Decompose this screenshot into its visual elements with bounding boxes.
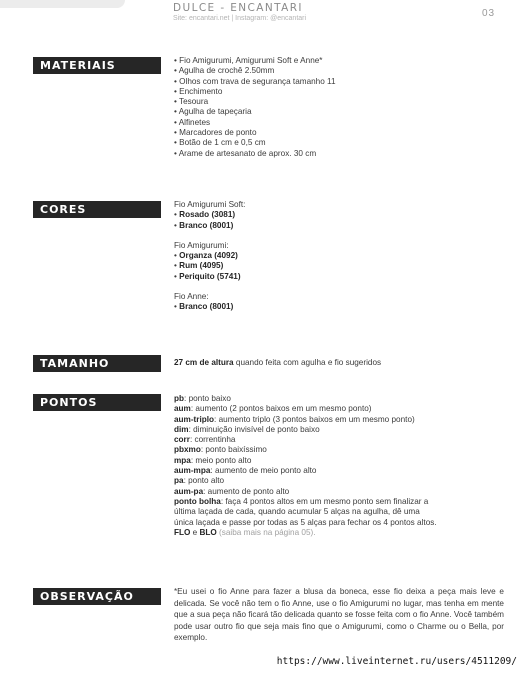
stitch-abbr: BLO [199,527,217,537]
stitch-item [174,435,437,445]
stitch-desc: : aumento de ponto alto [203,486,290,496]
stitch-abbr: mpa [174,455,191,465]
stitch-abbr: pbxmo [174,445,201,455]
stitch-abbr: aum-triplo [174,414,215,424]
bullet: • [174,220,180,230]
stitch-desc: : correntinha [189,435,236,445]
list-item [174,251,245,261]
stitch-desc: : diminuição invisível de ponto baixo [188,424,320,434]
list-item: • Agulha de tapeçaria [174,107,252,117]
color-name: Periquito (5741) [179,271,241,281]
stitch-abbr: aum-mpa [174,466,211,476]
list-item: • Tesoura [174,97,209,107]
section-title-cores: CORES [33,201,161,218]
bullet: • [174,261,180,271]
stitch-desc: : ponto baixíssimo [200,445,267,455]
stitch-abbr: pa [174,476,184,486]
stitch-abbr: pb [174,394,185,403]
list-item [174,302,245,312]
color-name: Rosado (3081) [179,210,236,220]
list-item: • Agulha de crochê 2.50mm [174,66,275,76]
stitch-abbr: FLO [174,527,191,537]
list-item: • Fio Amigurumi, Amigurumi Soft e Anne* [174,56,323,65]
size-value: 27 cm de altura [174,358,234,367]
stitch-desc-continued: última laçada de cada, quando acumular 5 alças na agulha, dê uma [174,507,420,517]
stitch-abbr: aum [174,404,191,414]
stitch-desc: : ponto alto [183,476,225,486]
materiais-list [174,56,336,159]
section-title-tamanho: TAMANHO [33,355,161,372]
color-name: Rum (4095) [179,261,224,271]
header-title: DULCE - ENCANTARI [173,2,303,14]
bullet: • [174,271,180,281]
stitch-desc: : faça 4 pontos altos em um mesmo ponto sem finalizar a [220,496,429,506]
list-item [174,272,245,282]
stitch-desc: : aumento de meio ponto alto [210,466,317,476]
flo-blo-note [174,528,437,538]
color-name: Branco (8001) [179,302,234,312]
stitch-item [174,445,437,455]
stitch-item [174,425,437,435]
conjunction: e [190,527,200,537]
stitch-abbr: dim [174,424,189,434]
pontos-list [174,394,437,538]
section-title-materiais: MATERIAIS [33,57,161,74]
bullet: • [174,251,180,261]
stitch-item [174,415,437,425]
source-url: https://www.liveinternet.ru/users/4511209/ [276,656,517,667]
stitch-abbr: aum-pa [174,486,204,496]
color-name: Branco (8001) [179,220,234,230]
list-item: • Alfinetes [174,117,211,127]
color-name: Organza (4092) [179,251,238,261]
section-title-pontos: PONTOS [33,394,161,411]
stitch-item [174,466,437,476]
stitch-item [174,487,437,497]
bullet: • [174,302,180,312]
yarn-group-label: Fio Amigurumi: [174,240,229,250]
header-tab-shape [0,0,125,8]
list-item [174,210,245,220]
yarn-group-label: Fio Anne: [174,292,209,302]
list-item [174,261,245,271]
stitch-item [174,404,437,414]
list-item: • Botão de 1 cm e 0,5 cm [174,138,266,148]
stitch-desc: : ponto baixo [184,394,231,403]
section-title-observacao: OBSERVAÇÃO [33,588,161,605]
stitch-desc-continued: única laçada e passe por todas as 5 alças para fechar os 4 pontos altos. [174,517,437,527]
cores-list [174,200,245,313]
stitch-item [174,497,437,507]
tamanho-text [174,358,381,368]
list-item [174,221,245,231]
stitch-abbr: ponto bolha [174,496,221,506]
page-reference: (saiba mais na página 05). [216,527,316,537]
observacao-text: *Eu usei o fio Anne para fazer a blusa da boneca, esse fio deixa a peça mais leve e delicada. Se você não tem o fio Anne, use o fio Amigurumi no lugar, mas tenha em mente que a sua peça não ficará tão delicada quanto se fosse feita com o fio Anne. Você também pode usar outro fio que seja mais fino que o Amigurumi, como o Charme ou o Bella, por exemplo. [174,587,504,642]
stitch-desc: : meio ponto alto [190,455,252,465]
stitch-abbr: corr [174,435,190,445]
stitch-desc: : aumento (2 pontos baixos em um mesmo ponto) [190,404,372,414]
header-subtitle: Site: encantari.net | Instagram: @encantari [173,15,307,22]
list-item: • Arame de artesanato de aprox. 30 cm [174,148,317,158]
list-item: • Olhos com trava de segurança tamanho 11 [174,76,336,86]
yarn-group-label: Fio Amigurumi Soft: [174,200,246,209]
list-item: • Enchimento [174,86,223,96]
stitch-item [174,476,437,486]
stitch-item [174,394,437,404]
stitch-item [174,456,437,466]
page-number: 03 [482,8,496,19]
list-item: • Marcadores de ponto [174,128,257,138]
bullet: • [174,210,180,220]
size-note: quando feita com agulha e fio sugeridos [233,358,382,367]
stitch-desc: : aumento triplo (3 pontos baixos em um mesmo ponto) [214,414,415,424]
